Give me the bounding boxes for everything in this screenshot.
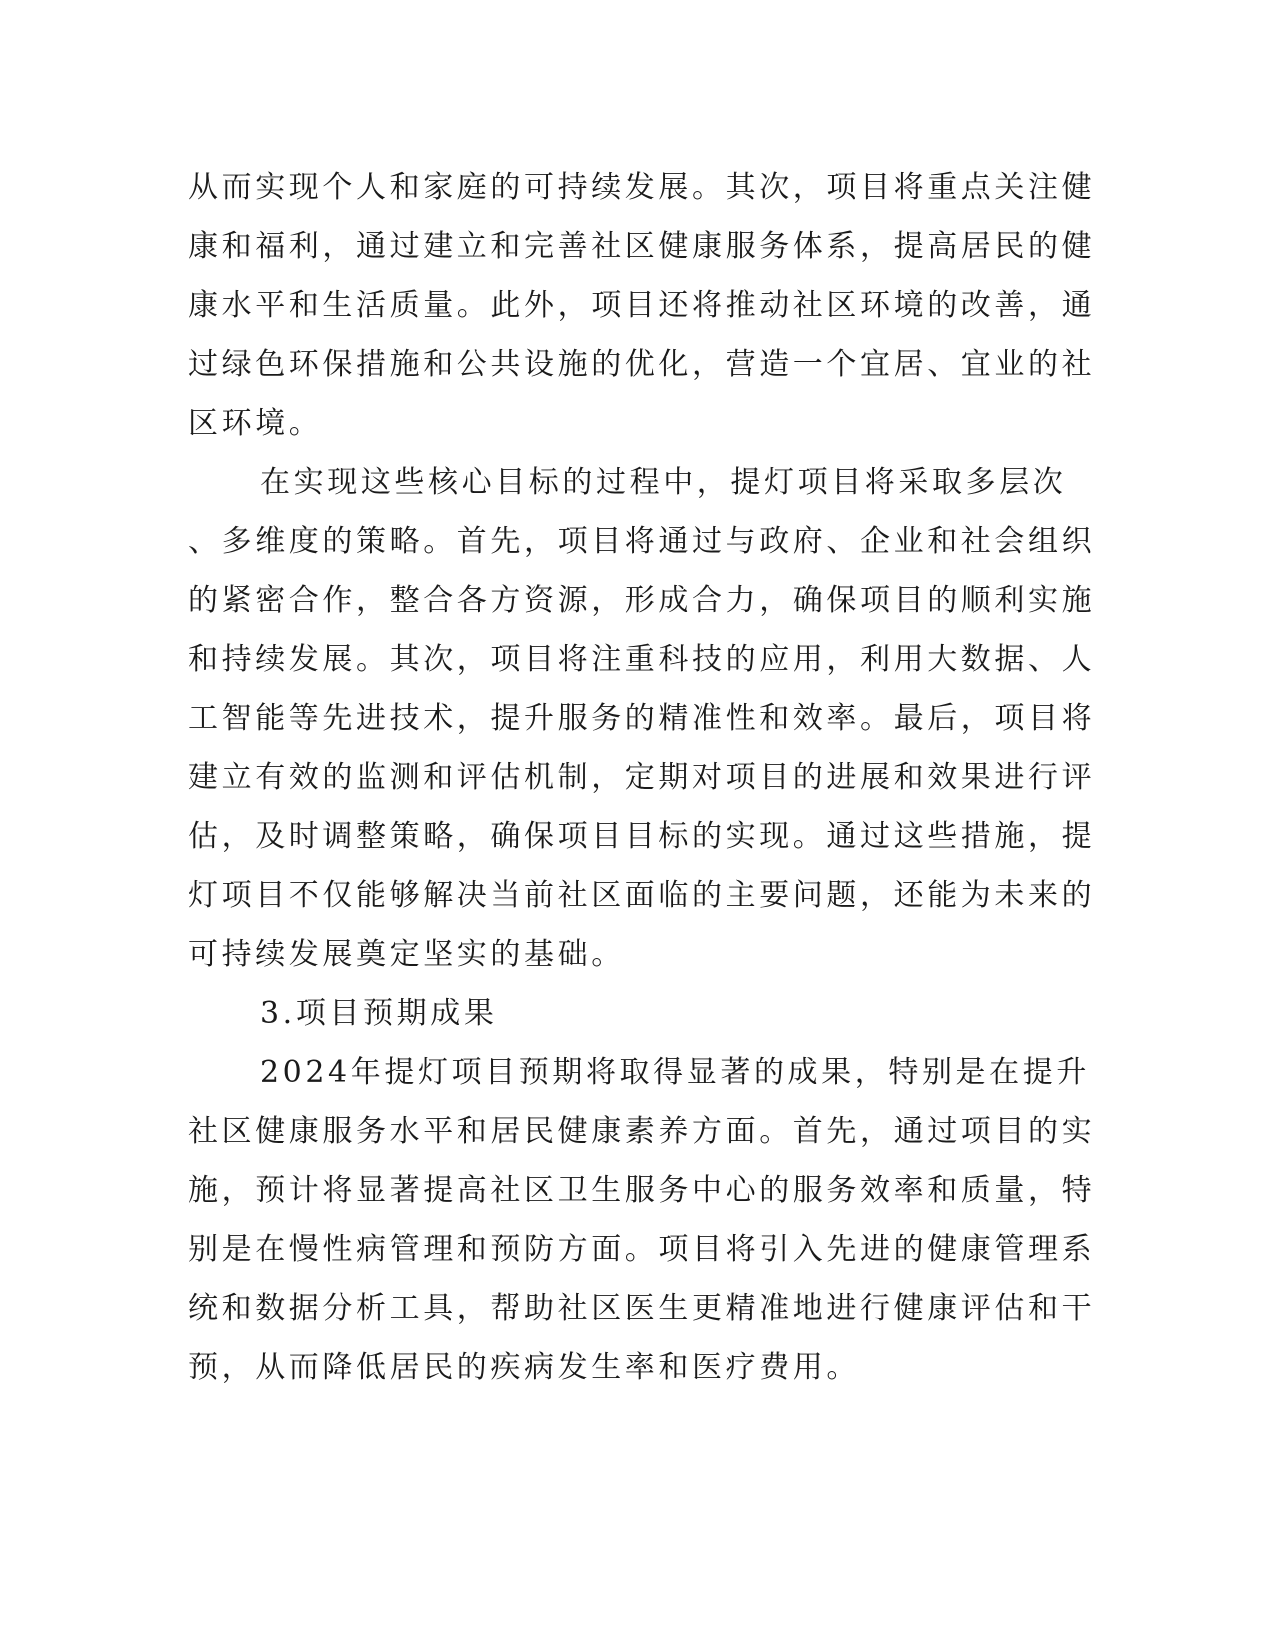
text-line: 施，预计将显著提高社区卫生服务中心的服务效率和质量，特: [188, 1173, 1096, 1208]
paragraph-outcomes: [188, 1043, 1096, 1397]
text-line: 可持续发展奠定坚实的基础。: [188, 937, 625, 972]
text-line: 康水平和生活质量。此外，项目还将推动社区环境的改善，通: [188, 288, 1096, 323]
text-line: 过绿色环保措施和公共设施的优化，营造一个宜居、宜业的社: [188, 347, 1096, 382]
text-line: 社区健康服务水平和居民健康素养方面。首先，通过项目的实: [188, 1114, 1096, 1149]
text-line: 别是在慢性病管理和预防方面。项目将引入先进的健康管理系: [188, 1232, 1096, 1267]
section-heading: [188, 984, 1086, 1043]
text-line: 和持续发展。其次，项目将注重科技的应用，利用大数据、人: [188, 642, 1096, 677]
text-line: 从而实现个人和家庭的可持续发展。其次，项目将重点关注健: [188, 170, 1096, 205]
text-line: 估，及时调整策略，确保项目目标的实现。通过这些措施，提: [188, 819, 1096, 854]
section-heading-text: 3.项目预期成果: [260, 996, 498, 1031]
paragraph-continued: [188, 158, 1096, 453]
text-line: 统和数据分析工具，帮助社区医生更精准地进行健康评估和干: [188, 1291, 1096, 1326]
text-line: 康和福利，通过建立和完善社区健康服务体系，提高居民的健: [188, 229, 1096, 264]
text-line: 工智能等先进技术，提升服务的精准性和效率。最后，项目将: [188, 701, 1096, 736]
paragraph-strategy: [188, 453, 1096, 984]
text-line: 在实现这些核心目标的过程中，提灯项目将采取多层次: [260, 465, 1067, 500]
text-line: 预，从而降低居民的疾病发生率和医疗费用。: [188, 1350, 860, 1385]
text-line: 灯项目不仅能够解决当前社区面临的主要问题，还能为未来的: [188, 878, 1096, 913]
text-line: 建立有效的监测和评估机制，定期对项目的进展和效果进行评: [188, 760, 1096, 795]
text-line: 2024年提灯项目预期将取得显著的成果，特别是在提升: [260, 1055, 1090, 1090]
text-line: 、多维度的策略。首先，项目将通过与政府、企业和社会组织: [188, 524, 1096, 559]
text-line: 区环境。: [188, 406, 323, 441]
document-body: [188, 158, 1096, 1397]
text-line: 的紧密合作，整合各方资源，形成合力，确保项目的顺利实施: [188, 583, 1096, 618]
